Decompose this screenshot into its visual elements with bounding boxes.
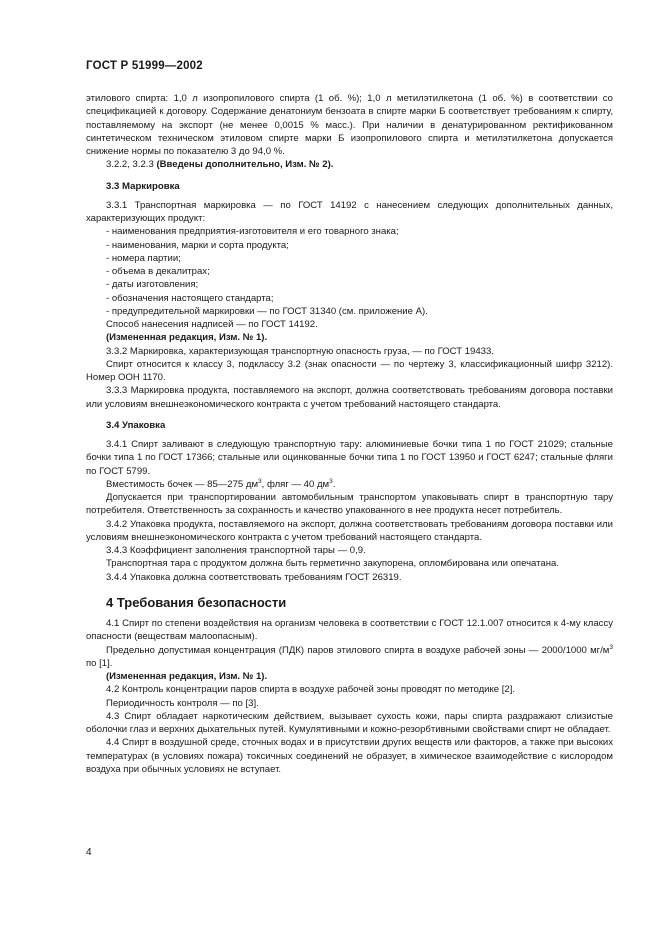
- amendment-note: (Измененная редакция, Изм. № 1).: [106, 671, 268, 682]
- paragraph-3-4-2: 3.4.2 Упаковка продукта, поставляемого на экспорт, должна соответствовать требованиям договора поставки или условиям внешнеэкономического контракта с учетом требований настоящего стандарта.: [86, 518, 613, 543]
- paragraph-pdk: [86, 644, 613, 671]
- clause-numbers: 3.2.2, 3.2.3: [106, 159, 154, 171]
- document-header-title: ГОСТ Р 51999—2002: [86, 60, 203, 72]
- paragraph-4-1: 4.1 Спирт по степени воздействия на организм человека в соответствии с ГОСТ 12.1.007 относится к 4-му классу опасности (веществам малоопасным).: [86, 618, 613, 643]
- paragraph-3-3-3: 3.3.3 Маркировка продукта, поставляемого на экспорт, должна соответствовать требованиям договора поставки или условиям внешнеэкономического контракта с учетом требований настоящего стандарта.: [86, 385, 613, 410]
- paragraph-3-2-2: [86, 158, 613, 171]
- page-number: 4: [86, 847, 92, 858]
- paragraph-periodicity: Периодичность контроля — по [3].: [106, 697, 259, 709]
- paragraph-continuation: этилового спирта: 1,0 л изопропилового спирта (1 об. %); 1,0 л метилэтилкетона (1 об. %) в соответствии со спецификацией к договору. Содержание денатониум бензоата в спирте марки Б соответствует требованиям к спирту, поставляемому на экспорт (не менее 0,0015 % масс.). При наличии в денатурированном ректификованном синтетическом техническом этиловом спирте марки Б изопропилового спирта и метилэтилкетона допускается снижение нормы по показателю 3 до 94,0 %.: [86, 93, 613, 157]
- paragraph-3-4-1: 3.4.1 Спирт заливают в следующую транспортную тару: алюминиевые бочки типа 1 по ГОСТ 21029; стальные бочки типа 1 по ГОСТ 17366; стальные или оцинкованные бочки типа 1 по ГОСТ 13950 и ГОСТ 6247; стальные фляги по ГОСТ 5799.: [86, 439, 613, 477]
- list-item: - наименования предприятия-изготовителя и его товарного знака;: [106, 226, 399, 238]
- paragraph-consumer-tare: Допускается при транспортировании автомобильным транспортом упаковывать спирт в транспортную тару потребителя. Ответственность за сохранность и качество упакованного в нее продукта несет потребитель.: [86, 492, 613, 517]
- paragraph-4-2: 4.2 Контроль концентрации паров спирта в воздухе рабочей зоны проводят по методике [2].: [106, 684, 515, 696]
- list-item: - даты изготовления;: [106, 279, 199, 291]
- capacity-text: , фляг — 40 дм: [261, 478, 330, 490]
- pdk-text: Предельно допустимая концентрация (ПДК) паров этилового спирта в воздухе рабочей зоны — 2000/1000 мг/м: [106, 644, 610, 656]
- paragraph-label-method: Способ нанесения надписей — по ГОСТ 14192.: [106, 319, 318, 330]
- paragraph-4-3: 4.3 Спирт обладает наркотическим действием, вызывает сухость кожи, пары спирта раздражают слизистые оболочки глаз и верхних дыхательных путей. Кумулятивными и кожно-резорбтивными свойствами спирт не обладает.: [86, 710, 613, 735]
- superscript-3: 3: [609, 643, 613, 651]
- section-heading-3-4: 3.4 Упаковка: [106, 419, 166, 431]
- section-heading-4: 4 Требования безопасности: [106, 594, 287, 610]
- list-item: - наименования, марки и сорта продукта;: [106, 239, 289, 251]
- document-body: [86, 92, 613, 776]
- paragraph-capacity: [86, 478, 613, 491]
- pdk-text: по [1].: [86, 657, 113, 669]
- paragraph-sealing: Транспортная тара с продуктом должна быть герметично закупорена, опломбирована или опечатана.: [106, 558, 559, 570]
- list-item: - предупредительной маркировки — по ГОСТ 31340 (см. приложение А).: [106, 305, 428, 317]
- amendment-note: (Введены дополнительно, Изм. № 2).: [156, 159, 334, 171]
- list-item: - номера партии;: [106, 252, 181, 264]
- superscript-3: 3: [329, 477, 333, 485]
- paragraph-3-4-4: 3.4.4 Упаковка должна соответствовать требованиям ГОСТ 26319.: [106, 571, 402, 583]
- paragraph-hazard-class: Спирт относится к классу 3, подклассу 3.2 (знак опасности — по чертежу 3, классификационный шифр 3212). Номер ООН 1170.: [86, 358, 613, 383]
- paragraph-4-4: 4.4 Спирт в воздушной среде, сточных водах и в присутствии других веществ или факторов, а также при высоких температурах (в условиях пожара) токсичных соединений не образует, в химическое взаимодействие с кислородом воздуха при обычных условиях не вступает.: [86, 737, 613, 775]
- list-item: - обозначения настоящего стандарта;: [106, 292, 274, 304]
- list-item: - объема в декалитрах;: [106, 266, 210, 277]
- paragraph-3-3-2: 3.3.2 Маркировка, характеризующая транспортную опасность груза, — по ГОСТ 19433.: [106, 345, 494, 357]
- capacity-text: .: [332, 478, 336, 490]
- paragraph-3-3-1: 3.3.1 Транспортная маркировка — по ГОСТ 14192 с нанесением следующих дополнительных данных, характеризующих продукт:: [86, 199, 613, 224]
- amendment-note: (Измененная редакция, Изм. № 1).: [106, 332, 268, 344]
- superscript-3: 3: [258, 477, 262, 485]
- capacity-text: Вместимость бочек — 85—275 дм: [106, 478, 259, 490]
- section-heading-3-3: 3.3 Маркировка: [106, 180, 180, 192]
- paragraph-3-4-3: 3.4.3 Коэффициент заполнения транспортной тары — 0,9.: [106, 545, 366, 556]
